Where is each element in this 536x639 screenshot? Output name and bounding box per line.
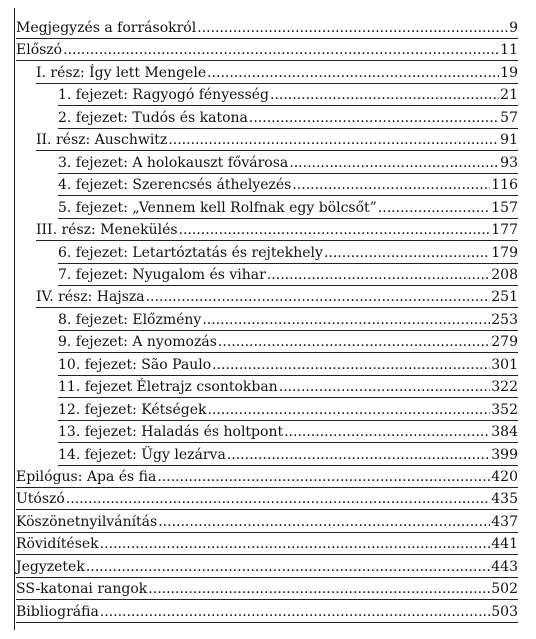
toc-entry-page-number: 399 (491, 446, 518, 463)
toc-entry-page-number: 253 (491, 311, 518, 328)
dot-leader (292, 176, 490, 195)
toc-entry-page-number: 19 (500, 64, 518, 81)
dot-leader (267, 266, 490, 285)
toc-entry (16, 465, 518, 488)
toc-entry-title: IV. rész: Hajsza (36, 289, 145, 306)
toc-entry-page-number: 301 (491, 356, 518, 373)
toc-entry (16, 555, 518, 578)
dot-leader (249, 109, 499, 128)
toc-entry (58, 398, 518, 421)
toc-entry (16, 38, 518, 61)
toc-entry-title: 3. fejezet: A holokauszt fővárosa (58, 154, 289, 171)
toc-entry (58, 173, 518, 196)
toc-entry (36, 128, 518, 151)
toc-entry-title: Jegyzetek (16, 558, 85, 575)
toc-entry-title: Rövidítések (16, 536, 99, 553)
toc-entry-title: II. rész: Auschwitz (36, 132, 168, 149)
dot-leader (270, 86, 499, 105)
toc-entry (16, 510, 518, 533)
toc-entry-page-number: 251 (491, 289, 518, 306)
toc-entry-page-number: 502 (491, 581, 518, 598)
toc-entry (58, 375, 518, 398)
toc-entry-page-number: 443 (491, 558, 518, 575)
dot-leader (148, 580, 490, 599)
toc-entry-page-number: 441 (491, 536, 518, 553)
toc-entry (58, 83, 518, 106)
toc-entry-title: 1. fejezet: Ragyogó fényesség (58, 87, 269, 104)
toc-entry-title: 13. fejezet: Haladás és holtpont (58, 424, 284, 441)
toc-entry-title: Epilógus: Apa és fia (16, 469, 157, 485)
toc-entry-title: Köszönetnyilvánítás (16, 513, 158, 530)
dot-leader (158, 513, 490, 532)
toc-entry-page-number: 279 (491, 334, 518, 351)
toc-entry (58, 263, 518, 286)
dot-leader (207, 64, 499, 83)
toc-entry-title: 8. fejezet: Előzmény (58, 311, 202, 328)
dot-leader (202, 311, 490, 330)
toc-entry-title: 4. fejezet: Szerencsés áthelyezés (58, 177, 292, 194)
toc-entry-page-number: 179 (491, 244, 518, 261)
dot-leader (227, 446, 490, 465)
dot-leader (289, 154, 499, 173)
toc-entry (16, 16, 518, 39)
toc-entry-page-number: 157 (491, 199, 518, 216)
toc-entry (16, 577, 518, 600)
toc-entry (58, 420, 518, 443)
toc-entry-page-number: 9 (509, 20, 518, 36)
toc-entry-title: 2. fejezet: Tudós és katona (58, 109, 248, 126)
toc-entry-page-number: 503 (491, 603, 518, 620)
toc-entry-title: 10. fejezet: São Paulo (58, 356, 212, 373)
dot-leader (207, 401, 490, 420)
toc-entry (58, 151, 518, 174)
toc-entry-title: 9. fejezet: A nyomozás (58, 334, 217, 351)
left-border-line (14, 8, 15, 630)
toc-entry-title: Bibliográfia (16, 603, 99, 620)
dot-leader (197, 19, 508, 38)
toc-entry-page-number: 208 (491, 266, 518, 283)
toc-entry-title: 7. fejezet: Nyugalom és vihar (58, 266, 266, 283)
toc-entry (58, 106, 518, 129)
dot-leader (146, 288, 491, 307)
toc-entry-page-number: 435 (491, 491, 518, 508)
toc-entry-title: 11. fejezet Életrajz csontokban (58, 379, 278, 396)
toc-entry-page-number: 322 (491, 379, 518, 396)
toc-entry-page-number: 21 (500, 87, 518, 104)
toc-entry-title: 14. fejezet: Ügy lezárva (58, 446, 226, 463)
toc-entry-title: 12. fejezet: Kétségek (58, 401, 207, 418)
dot-leader (63, 41, 499, 60)
toc-entry-title: I. rész: Így lett Mengele (36, 64, 207, 81)
toc-entry-page-number: 57 (500, 109, 518, 126)
dot-leader (86, 558, 490, 577)
toc-entry-page-number: 177 (491, 222, 518, 239)
toc-entry-title: Utószó (16, 491, 65, 508)
toc-entry-page-number: 384 (491, 424, 518, 441)
toc-entry (36, 218, 518, 241)
toc-entry-title: Megjegyzés a forrásokról (16, 20, 197, 36)
toc-entry-title: 5. fejezet: „Vennem kell Rolfnak egy bölcsőt” (58, 199, 377, 216)
toc-entry (58, 241, 518, 264)
toc-entry (58, 353, 518, 376)
dot-leader (157, 468, 490, 487)
toc-entry-title: III. rész: Menekülés (36, 222, 178, 239)
toc-entry-page-number: 420 (491, 469, 518, 485)
dot-leader (378, 199, 490, 218)
toc-entry (58, 308, 518, 331)
toc-entry (36, 285, 518, 308)
toc-entry (58, 196, 518, 219)
dot-leader (279, 378, 491, 397)
toc-entry-title: SS-katonai rangok (16, 581, 148, 598)
toc-entry-page-number: 116 (491, 177, 518, 194)
dot-leader (168, 131, 499, 150)
toc-entry-page-number: 93 (500, 154, 518, 171)
dot-leader (284, 423, 490, 442)
toc-entry (16, 487, 518, 510)
dot-leader (66, 490, 490, 509)
toc-entry-page-number: 352 (491, 401, 518, 418)
toc-entry-title: 6. fejezet: Letartóztatás és rejtekhely (58, 244, 323, 261)
toc-entry (16, 532, 518, 555)
toc-entry-title: Előszó (16, 42, 63, 59)
dot-leader (324, 244, 490, 263)
toc-entry-page-number: 91 (500, 132, 518, 149)
toc-entry (16, 600, 518, 623)
dot-leader (218, 333, 490, 352)
dot-leader (100, 535, 491, 554)
dot-leader (100, 603, 490, 622)
toc-entry-page-number: 11 (500, 42, 518, 59)
toc-entry-page-number: 437 (491, 513, 518, 530)
toc-entry (58, 443, 518, 466)
toc-entry (36, 61, 518, 84)
toc-entry (58, 330, 518, 353)
dot-leader (212, 356, 490, 375)
dot-leader (179, 221, 491, 240)
